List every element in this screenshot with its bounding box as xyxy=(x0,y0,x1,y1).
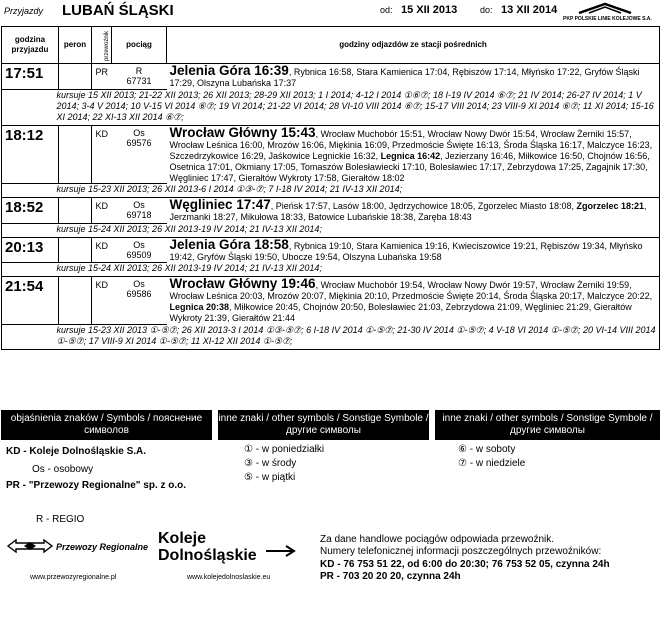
carrier-code: KD xyxy=(92,277,112,325)
table-row xyxy=(2,277,660,325)
arrival-time: 17:51 xyxy=(2,64,59,90)
col-header-stops: godziny odjazdów ze stacji pośrednich xyxy=(167,27,660,64)
legend-monday: ① - w poniedziałki xyxy=(244,444,325,455)
koleje-dolnoslaskie-url[interactable]: www.kolejedolnoslaskie.eu xyxy=(187,574,271,581)
legend-friday: ⑤ - w piątki xyxy=(244,472,296,483)
valid-from-date: 15 XII 2013 xyxy=(401,4,458,16)
legend-os: Os - osobowy xyxy=(32,464,94,475)
arrival-time: 18:52 xyxy=(2,198,59,224)
carrier-code: KD xyxy=(92,237,112,263)
timetable-header xyxy=(0,0,661,26)
intermediate-stops: Wrocław Główny 15:43, Wrocław Muchobór 15:51, Wrocław Nowy Dwór 15:54, Wrocław Żerniki 15:57, Wrocław Leśnica 16:00, Mrozów 16:06, Miękinia 16:09, Przedmoście Święte 16:13, Środa Śląska 16:17, Malczyce 16:23, Szczedrzykowice 16:29, Jaśkowice Legnickie 16:32, Legnica 16:42, Jezierzany 16:46, Miłkowice 16:50, Chojnów 16:56, Osetnica 17:01, Okmiany 17:05, Tomaszów Bolesławiecki 17:10, Bolesławiec 17:17, Zebrzydowa 17:25, Zagajnik 17:30, Węgliniec 17:47, Gierałtów Wykroty 17:58, Gierałtów 18:02 xyxy=(167,125,660,184)
intermediate-stops: Węgliniec 17:47, Pieńsk 17:57, Lasów 18:00, Jędrzychowice 18:05, Zgorzelec Miasto 18:08, Zgorzelec 18:21, Jerzmanki 18:27, Mikułowa 18:33, Batowice Lubańskie 18:38, Zaręba 18:43 xyxy=(167,198,660,224)
legend-pr: PR - "Przewozy Regionalne" sp. z o.o. xyxy=(6,480,187,491)
running-days: kursuje 15-23 XII 2013 ①-⑤⑦; 26 XII 2013-3 I 2014 ①③-⑤⑦; 6 I-18 IV 2014 ①-⑤⑦; 21-30 IV 2014 ①-⑤⑦; 4 V-18 VI 2014 ①-⑤⑦; 20 VI-14 VIII 2014 ①-⑤⑦; 17 VIII-9 XI 2014 ①-⑤⑦; 11 XI-12 XII 2014 ①-⑤⑦; xyxy=(112,324,660,349)
intermediate-stops: Jelenia Góra 18:58, Rybnica 19:10, Stara Kamienica 19:16, Kwieciszowice 19:21, Rębiszów 19:34, Młyńsko 19:42, Gryfów Śląski 19:50, Ubocze 19:54, Olszyna Lubańska 19:58 xyxy=(167,237,660,263)
pkp-logo-icon xyxy=(575,2,635,15)
intermediate-stops: Jelenia Góra 16:39, Rybnica 16:58, Stara Kamienica 17:04, Rębiszów 17:14, Młyńsko 17:22, Gryfów Śląski 17:29, Olszyna Lubańska 17:37 xyxy=(167,64,660,90)
valid-to-label: do: xyxy=(480,5,493,15)
running-days: kursuje 15-24 XII 2013; 26 XII 2013-19 IV 2014; 21 IV-13 XII 2014; xyxy=(112,263,660,277)
arrivals-table xyxy=(1,26,660,350)
running-days: kursuje 15-24 XII 2013; 26 XII 2013-19 IV 2014; 21 IV-13 XII 2014; xyxy=(112,223,660,237)
legend-header-other-symbols: inne znaki / other symbols / Sonstige Symbole / другие символы xyxy=(218,410,429,440)
przewozy-regionalne-name: Przewozy Regionalne xyxy=(56,542,149,552)
legend-sunday: ⑦ - w niedziele xyxy=(458,458,526,469)
legend-header-other-symbols-2: inne znaki / other symbols / Sonstige Symbole / другие символы xyxy=(435,410,660,440)
train-info: Os 69718 xyxy=(112,198,167,224)
legend-saturday: ⑥ - w soboty xyxy=(458,444,516,455)
przewozy-regionalne-logo-icon xyxy=(6,538,54,554)
carrier-code: PR xyxy=(92,64,112,90)
arrival-time: 18:12 xyxy=(2,125,59,184)
col-header-platform: peron xyxy=(59,27,92,64)
table-row xyxy=(2,125,660,184)
train-info: Os 69576 xyxy=(112,125,167,184)
koleje-dolnoslaskie-logo: Koleje Dolnośląskie xyxy=(158,530,257,564)
przewozy-regionalne-url[interactable]: www.przewozyregionalne.pl xyxy=(30,574,117,581)
legend-header-symbols: objaśnienia znaków / Symbols / пояснение символов xyxy=(1,410,212,440)
table-row xyxy=(2,237,660,263)
col-header-time: godzina przyjazdu xyxy=(2,27,59,64)
valid-from-label: od: xyxy=(380,5,393,15)
col-header-carrier: przewoźnik xyxy=(92,27,112,64)
table-row xyxy=(2,198,660,224)
col-header-train: pociąg xyxy=(112,27,167,64)
arrival-time: 21:54 xyxy=(2,277,59,325)
valid-to-date: 13 XII 2014 xyxy=(501,4,558,16)
intermediate-stops: Wrocław Główny 19:46, Wrocław Muchobór 19:54, Wrocław Nowy Dwór 19:57, Wrocław Żerniki 19:59, Wrocław Leśnica 20:03, Mrozów 20:07, Miękinia 20:10, Przedmoście Święte 20:14, Środa Śląska 20:17, Malczyce 20:22, Legnica 20:38, Miłkowice 20:45, Chojnów 20:50, Bolesławiec 21:03, Zebrzydowa 21:09, Węgliniec 21:29, Gierałtów Wykroty 21:39, Gierałtów 21:44 xyxy=(167,277,660,325)
carrier-code: KD xyxy=(92,125,112,184)
running-days: kursuje 15 XII 2013; 21-22 XII 2013; 26 XII 2013; 28-29 XII 2013; 1 I 2014; 4-12 I 2014 ①⑥⑦; 18 I-19 IV 2014 ⑥⑦; 21 IV 2014; 26-27 IV 2014; 1 V 2014; 3-4 V 2014; 10 V-15 VI 2014 ⑥⑦; 19 VI 2014; 21-22 VI 2014; 28 VI-10 VIII 2014 ⑥⑦; 15-17 VIII 2014; 23 VIII-9 XI 2014 ⑥⑦; 11 XI 2014; 15-16 XI 2014; 22 XI-13 XII 2014 ⑥⑦; xyxy=(112,89,660,125)
carrier-code: KD xyxy=(92,198,112,224)
train-info: Os 69586 xyxy=(112,277,167,325)
arrival-time: 20:13 xyxy=(2,237,59,263)
carrier-info: Za dane handlowe pociągów odpowiada przewoźnik. Numery telefonicznej informacji poszczególnych przewoźników: KD - 76 753 51 22, od 6:00 do 20:30; 76 753 52 05, czynna 24h PR - 703 20 20 20, czynna 24h xyxy=(320,534,610,583)
running-days: kursuje 15-23 XII 2013; 26 XII 2013-6 I 2014 ①③-⑦; 7 I-18 IV 2014; 21 IV-13 XII 2014; xyxy=(112,184,660,198)
table-row xyxy=(2,64,660,90)
legend-wednesday: ③ - w środy xyxy=(244,458,297,469)
train-info: Os 69509 xyxy=(112,237,167,263)
pkp-logo-text: PKP POLSKIE LINIE KOLEJOWE S.A. xyxy=(563,16,652,22)
legend-r: R - REGIO xyxy=(36,514,85,525)
legend-kd: KD - Koleje Dolnośląskie S.A. xyxy=(6,446,147,457)
kd-arrow-icon xyxy=(266,544,300,558)
arrivals-label: Przyjazdy xyxy=(4,6,44,16)
station-name: LUBAŃ ŚLĄSKI xyxy=(62,2,174,19)
train-info: R 67731 xyxy=(112,64,167,90)
footer xyxy=(0,530,661,627)
